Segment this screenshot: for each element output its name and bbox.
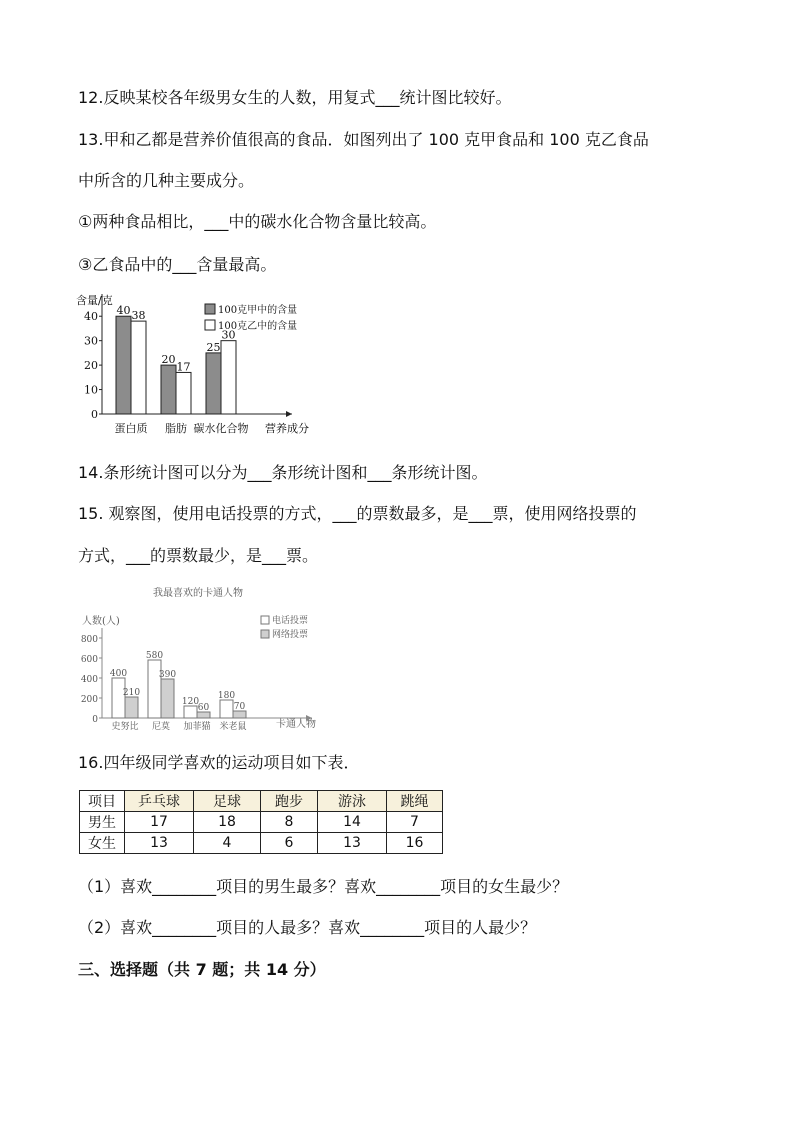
y-tick-label: 800	[80, 635, 98, 645]
bar-series2	[221, 341, 236, 414]
question-15-line1: 15. 观察图，使用电话投票的方式，___的票数最多，是___票，使用网络投票的	[78, 504, 637, 523]
table-row	[80, 833, 443, 854]
table-cell: 13	[318, 833, 387, 854]
category-label: 脂肪	[165, 422, 187, 435]
bar-value-label: 210	[122, 688, 141, 698]
bar-series1	[148, 660, 161, 718]
legend-label: 电话投票	[272, 616, 309, 626]
question-16-part2: （2）喜欢________项目的人最多？喜欢________项目的人最少？	[78, 918, 537, 937]
bar-value-label: 120	[181, 697, 200, 707]
bar-series1	[184, 706, 197, 718]
table-cell: 18	[194, 812, 261, 833]
table-cell: 女生	[80, 833, 125, 854]
table-cell: 7	[387, 812, 443, 833]
table-cell: 4	[194, 833, 261, 854]
bar-value-label: 400	[109, 669, 128, 679]
table-cell: 14	[318, 812, 387, 833]
legend-swatch	[261, 616, 269, 624]
table-row	[80, 812, 443, 833]
x-axis-arrow	[286, 411, 292, 417]
bar-value-label: 40	[116, 304, 131, 318]
y-tick-label: 0	[91, 408, 98, 421]
y-tick-label: 200	[80, 695, 98, 705]
question-14: 14.条形统计图可以分为___条形统计图和___条形统计图。	[78, 463, 488, 482]
bar-value-label: 60	[197, 703, 210, 713]
cartoon-vote-bar-chart	[78, 582, 338, 734]
section-3-heading: 三、选择题（共 7 题；共 14 分）	[78, 960, 326, 979]
table-header-cell: 乒乓球	[125, 791, 194, 812]
table-header-cell: 项目	[80, 791, 125, 812]
question-13-line1: 13.甲和乙都是营养价值很高的食品．如图列出了 100 克甲食品和 100 克乙食品	[78, 130, 649, 149]
y-tick-label: 10	[84, 383, 98, 397]
legend-label: 100克甲中的含量	[218, 305, 298, 316]
table-header-cell: 游泳	[318, 791, 387, 812]
question-13-sub3: ③乙食品中的___含量最高。	[78, 255, 277, 274]
category-label: 尼莫	[151, 722, 171, 732]
bar-series1	[112, 678, 125, 718]
question-16-line1: 16.四年级同学喜欢的运动项目如下表．	[78, 753, 360, 772]
table-header-cell: 跳绳	[387, 791, 443, 812]
nutrient-bar-chart	[70, 290, 330, 440]
bar-series1	[220, 700, 233, 718]
bar-series2	[125, 697, 138, 718]
bar-series1	[116, 316, 131, 414]
bar-value-label: 38	[131, 309, 146, 323]
legend-swatch	[261, 630, 269, 638]
chart1-xlabel: 营养成分	[265, 422, 309, 435]
bar-value-label: 180	[217, 691, 236, 701]
question-13-line2: 中所含的几种主要成分。	[78, 171, 255, 190]
bar-value-label: 17	[176, 360, 191, 374]
table-cell: 17	[125, 812, 194, 833]
category-label: 史努比	[111, 722, 139, 732]
bar-value-label: 580	[145, 651, 164, 661]
y-tick-label: 30	[84, 334, 98, 348]
chart2-xlabel: 卡通人物	[276, 719, 316, 730]
bar-series1	[206, 353, 221, 414]
bar-value-label: 390	[158, 670, 177, 680]
bar-value-label: 30	[221, 328, 236, 342]
legend-label: 网络投票	[272, 630, 309, 640]
table-header-row	[80, 791, 443, 812]
y-tick-label: 40	[84, 310, 98, 324]
legend-swatch	[205, 320, 215, 330]
question-16-part1: （1）喜欢________项目的男生最多？喜欢________项目的女生最少？	[78, 877, 569, 896]
question-12: 12.反映某校各年级男女生的人数，用复式___统计图比较好。	[78, 88, 512, 107]
table-header-cell: 跑步	[261, 791, 318, 812]
bar-value-label: 25	[206, 340, 221, 354]
bar-series2	[233, 711, 246, 718]
legend-label: 100克乙中的含量	[218, 321, 298, 332]
category-label: 加菲猫	[183, 722, 211, 732]
table-cell: 8	[261, 812, 318, 833]
question-13-sub1: ①两种食品相比，___中的碳水化合物含量比较高。	[78, 212, 437, 231]
bar-series2	[176, 372, 191, 414]
table-cell: 13	[125, 833, 194, 854]
chart2-title: 我最喜欢的卡通人物	[153, 588, 243, 599]
bar-series2	[131, 321, 146, 414]
legend-swatch	[205, 304, 215, 314]
chart2-ylabel: 人数(人)	[82, 616, 120, 627]
sports-table	[79, 790, 443, 854]
bar-series1	[161, 365, 176, 414]
category-label: 碳水化合物	[193, 422, 249, 435]
category-label: 蛋白质	[114, 422, 148, 435]
chart1-ylabel: 含量/克	[76, 294, 113, 307]
table-cell: 男生	[80, 812, 125, 833]
bar-value-label: 20	[161, 353, 176, 367]
table-header-cell: 足球	[194, 791, 261, 812]
y-tick-label: 0	[92, 715, 98, 725]
category-label: 米老鼠	[219, 722, 247, 732]
y-tick-label: 400	[80, 675, 98, 685]
y-tick-label: 20	[84, 359, 98, 373]
bar-series2	[161, 679, 174, 718]
table-cell: 16	[387, 833, 443, 854]
y-tick-label: 600	[80, 655, 98, 665]
bar-value-label: 70	[233, 702, 246, 712]
table-cell: 6	[261, 833, 318, 854]
question-15-line2: 方式，___的票数最少，是___票。	[78, 546, 319, 565]
